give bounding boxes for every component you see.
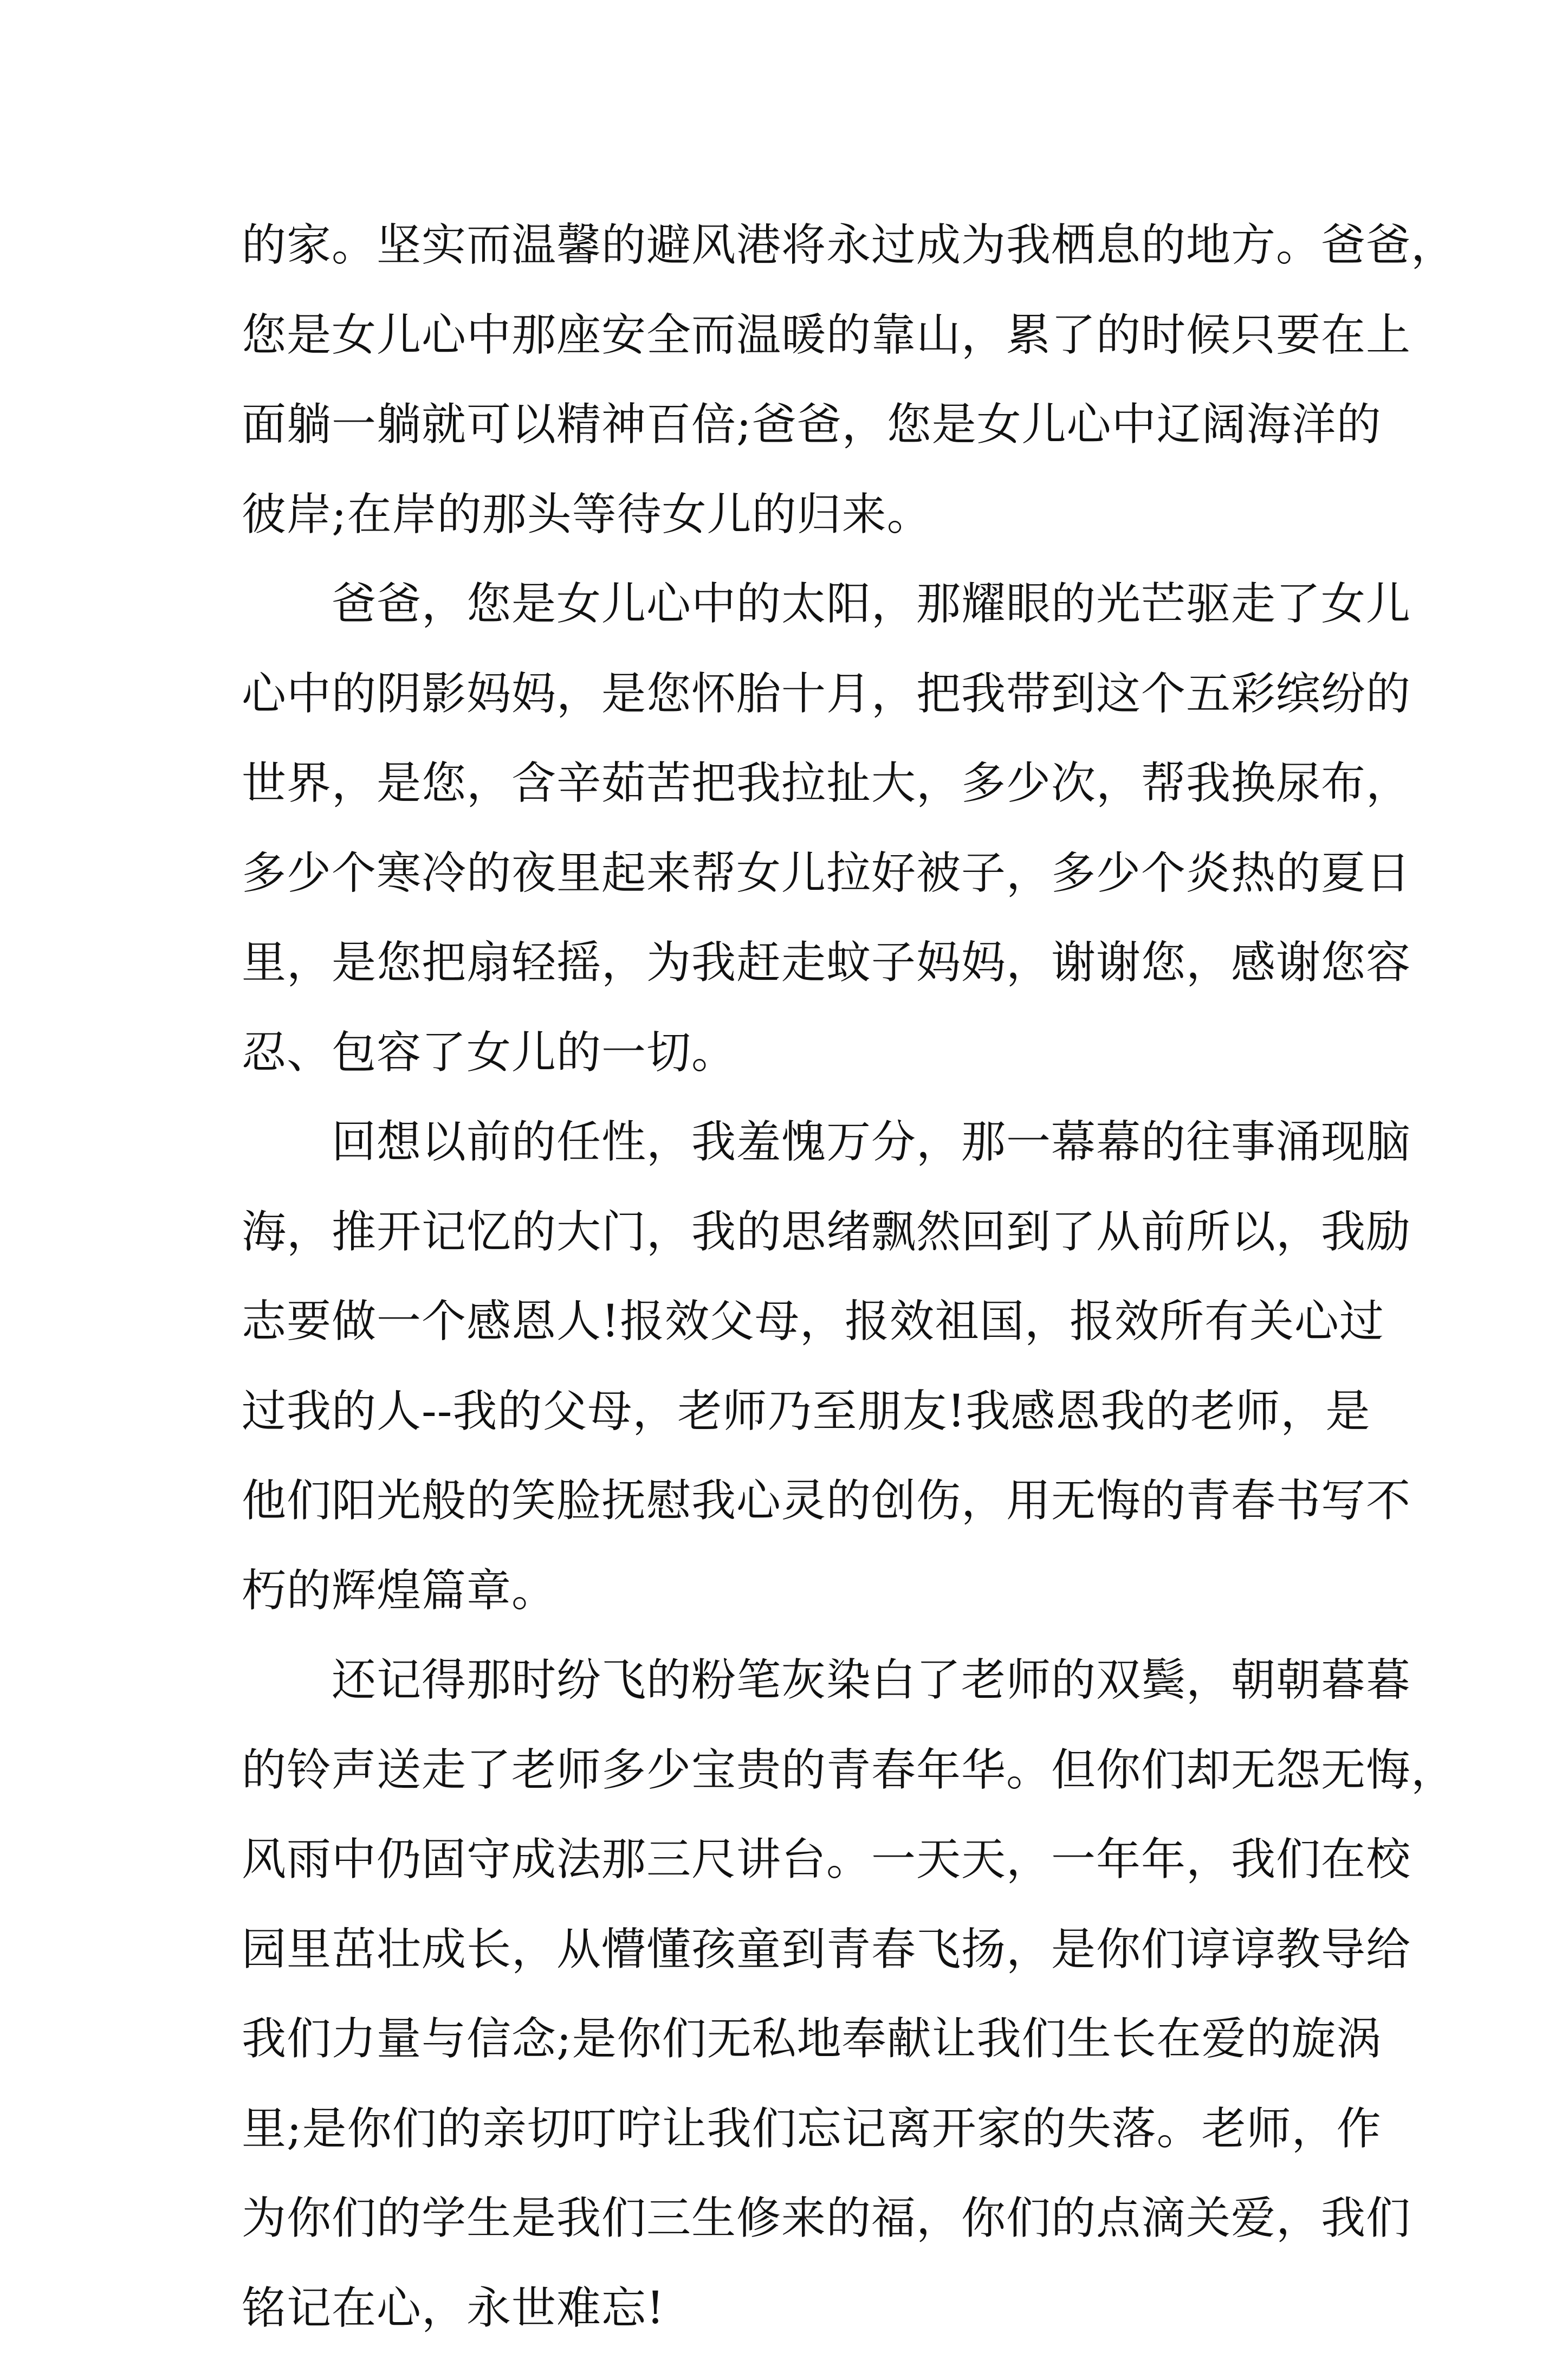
text-line: 的家。坚实而温馨的避风港将永过成为我栖息的地方。爸爸， [242,201,1331,290]
text-line: 为你们的学生是我们三生修来的福，你们的点滴关爱，我们 [242,2174,1331,2264]
text-line: 还记得那时纷飞的粉笔灰染白了老师的双鬓，朝朝暮暮 [242,1636,1331,1725]
text-line: 心中的阴影妈妈，是您怀胎十月，把我带到这个五彩缤纷的 [242,649,1331,739]
text-line: 里，是您把扇轻摇，为我赶走蚊子妈妈，谢谢您，感谢您容 [242,918,1331,1008]
text-line: 志要做一个感恩人!报效父母，报效祖国，报效所有关心过 [242,1277,1331,1367]
text-line: 多少个寒冷的夜里起来帮女儿拉好被子，多少个炎热的夏日 [242,829,1331,919]
document-body [242,201,1331,2353]
text-line: 回想以前的任性，我羞愧万分，那一幕幕的往事涌现脑 [242,1097,1331,1187]
text-line: 他们阳光般的笑脸抚慰我心灵的创伤，用无悔的青春书写不 [242,1456,1331,1546]
text-line: 朽的辉煌篇章。 [242,1546,1331,1636]
text-line: 面躺一躺就可以精神百倍;爸爸，您是女儿心中辽阔海洋的 [242,380,1331,470]
text-line: 彼岸;在岸的那头等待女儿的归来。 [242,470,1331,560]
text-line: 忍、包容了女儿的一切。 [242,1008,1331,1098]
text-line: 您是女儿心中那座安全而温暖的靠山，累了的时候只要在上 [242,290,1331,380]
text-line: 的铃声送走了老师多少宝贵的青春年华。但你们却无怨无悔， [242,1725,1331,1815]
text-line: 过我的人--我的父母，老师乃至朋友!我感恩我的老师，是 [242,1367,1331,1457]
text-line: 铭记在心，永世难忘! [242,2264,1331,2353]
text-line: 园里茁壮成长，从懵懂孩童到青春飞扬，是你们谆谆教导给 [242,1905,1331,1995]
text-line: 爸爸，您是女儿心中的太阳，那耀眼的光芒驱走了女儿 [242,559,1331,649]
text-line: 里;是你们的亲切叮咛让我们忘记离开家的失落。老师，作 [242,2084,1331,2174]
text-line: 世界，是您，含辛茹苦把我拉扯大，多少次，帮我换尿布， [242,739,1331,829]
text-line: 风雨中仍固守成法那三尺讲台。一天天，一年年，我们在校 [242,1815,1331,1905]
text-line: 海，推开记忆的大门，我的思绪飘然回到了从前所以，我励 [242,1187,1331,1277]
text-line: 我们力量与信念;是你们无私地奉献让我们生长在爱的旋涡 [242,1994,1331,2084]
